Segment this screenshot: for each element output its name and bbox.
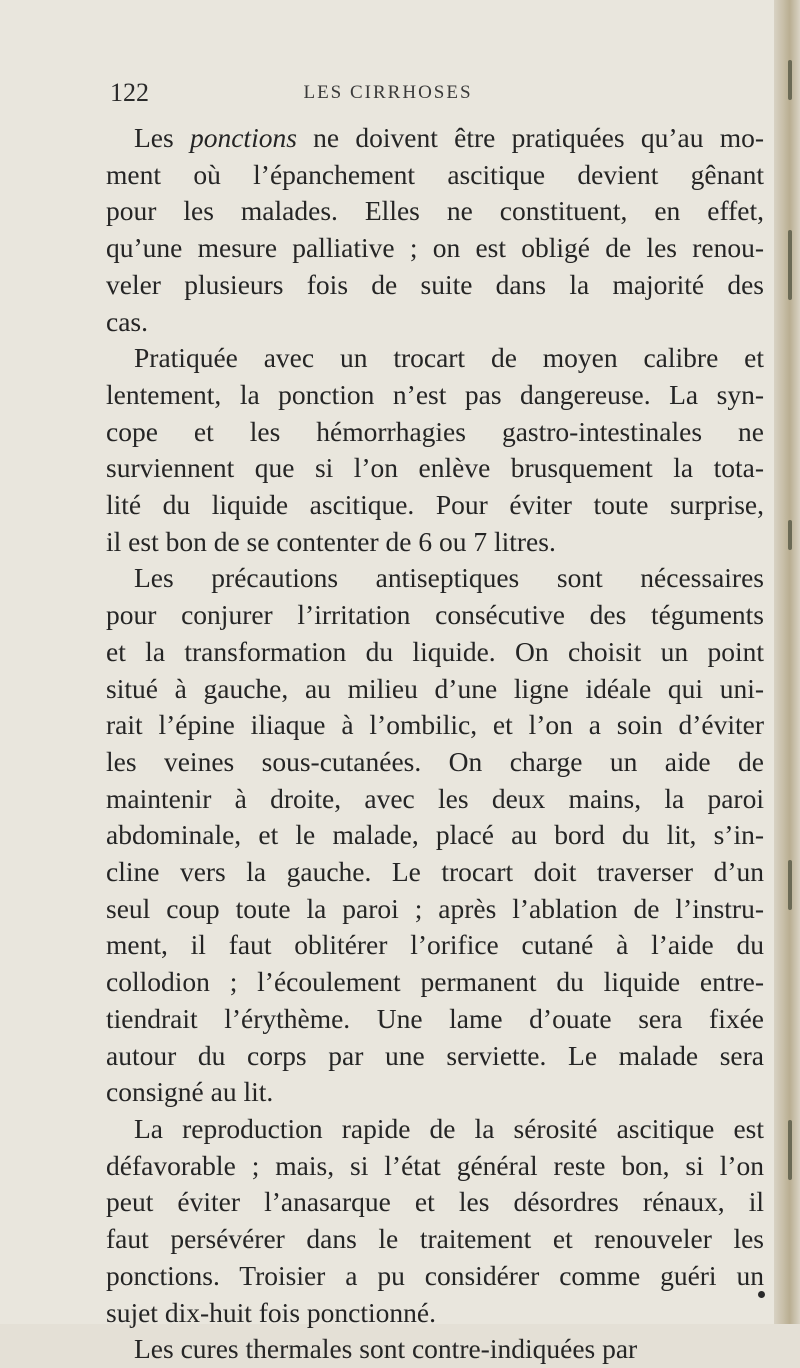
text-line: collodion ; l’écoulement permanent du liquide entre- <box>106 966 764 998</box>
paragraph <box>106 120 764 340</box>
text-line: les veines sous-cutanées. On charge un aide de <box>106 745 764 777</box>
text-line: autour du corps par une serviette. Le malade sera <box>106 1039 764 1071</box>
text-line: rait l’épine iliaque à l’ombilic, et l’on a soin d’éviter <box>106 709 764 741</box>
text-line: seul coup toute la paroi ; après l’ablation de l’instru- <box>106 892 764 924</box>
text-line: cline vers la gauche. Le trocart doit traverser d’un <box>106 856 764 888</box>
emphasis: ponctions <box>189 122 297 153</box>
text-line: cas. <box>106 305 148 337</box>
text-line: pour les malades. Elles ne constituent, en effet, <box>106 195 764 227</box>
text-line: Les ponctions ne doivent être pratiquées qu’au mo- <box>134 122 764 153</box>
text-line: Les précautions antiseptiques sont nécessaires <box>134 562 764 594</box>
text-line: ponctions. Troisier a pu considérer comme guéri un <box>106 1259 764 1291</box>
paragraph <box>106 1331 764 1368</box>
paragraph <box>106 1111 764 1331</box>
text-line: maintenir à droite, avec les deux mains, la paroi <box>106 782 764 814</box>
text-line: situé à gauche, au milieu d’une ligne idéale qui uni- <box>106 672 764 704</box>
text-line: défavorable ; mais, si l’état général reste bon, si l’on <box>106 1149 764 1181</box>
text-line: il est bon de se contenter de 6 ou 7 litres. <box>106 525 556 557</box>
text-line: qu’une mesure palliative ; on est obligé de les renou- <box>106 232 764 264</box>
text-line: abdominale, et le malade, placé au bord du lit, s’in- <box>106 819 764 851</box>
running-title: LES CIRRHOSES <box>303 82 473 103</box>
paragraph <box>106 340 764 560</box>
text-line: cope et les hémorrhagies gastro-intestinales ne <box>106 415 764 447</box>
text-line: veler plusieurs fois de suite dans la majorité des <box>106 268 764 300</box>
paragraph <box>106 560 764 1111</box>
page-number: 122 <box>110 78 149 107</box>
text-line: La reproduction rapide de la sérosité ascitique est <box>134 1112 764 1144</box>
text-line: ment où l’épanchement ascitique devient gênant <box>106 158 764 190</box>
text-line: peut éviter l’anasarque et les désordres rénaux, il <box>106 1186 764 1218</box>
text-line: faut persévérer dans le traitement et renouveler les <box>106 1223 764 1255</box>
printer-mark <box>758 1291 765 1298</box>
text-line: Pratiquée avec un trocart de moyen calibre et <box>134 342 764 374</box>
text-line: ment, il faut oblitérer l’orifice cutané à l’aide du <box>106 929 764 961</box>
text-line: Les cures thermales sont contre-indiquées par <box>134 1333 638 1365</box>
text-line: et la transformation du liquide. On choisit un point <box>106 635 764 667</box>
text-line: sujet dix-huit fois ponctionné. <box>106 1296 436 1328</box>
text-line: lentement, la ponction n’est pas dangereuse. La syn- <box>106 378 764 410</box>
text-line: consigné au lit. <box>106 1076 274 1108</box>
text-line: surviennent que si l’on enlève brusquement la tota- <box>106 452 764 484</box>
text-line: tiendrait l’érythème. Une lame d’ouate sera fixée <box>106 1002 764 1034</box>
text-line: lité du liquide ascitique. Pour éviter toute surprise, <box>106 489 764 521</box>
text-line: pour conjurer l’irritation consécutive des téguments <box>106 599 764 631</box>
body-text <box>106 120 764 1368</box>
page-edge-shadow <box>774 0 800 1324</box>
